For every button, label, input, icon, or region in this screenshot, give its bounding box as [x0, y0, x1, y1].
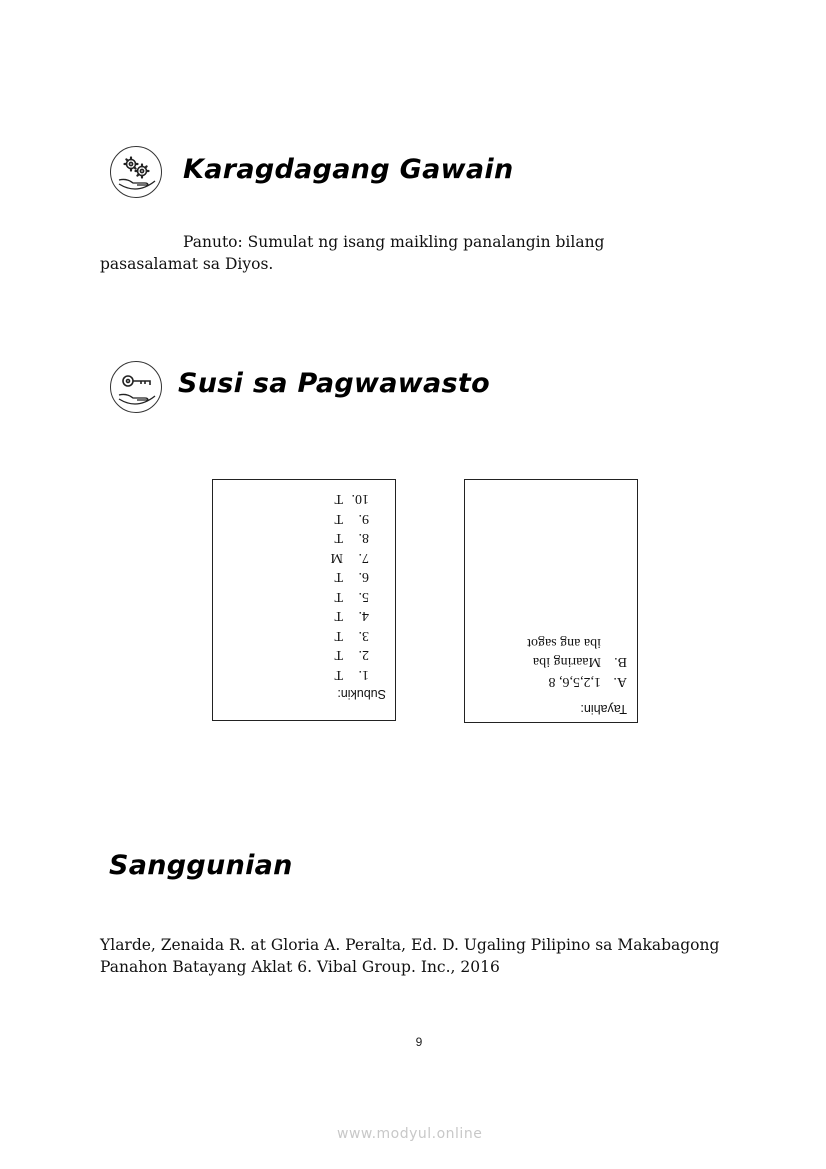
subukin-answer-value: M	[330, 550, 343, 565]
subukin-answer-value: T	[334, 667, 343, 682]
subukin-answer-item	[331, 528, 369, 548]
tayahin-b-value-line1: Maaring iba	[532, 654, 601, 670]
subukin-answer-number: 1.	[358, 667, 369, 682]
section-title-sanggunian: Sanggunian	[109, 850, 293, 881]
subukin-answer-item	[331, 665, 369, 685]
subukin-answer-number: 7.	[358, 550, 369, 565]
subukin-answer-number: 5.	[358, 589, 369, 604]
subukin-answer-value: T	[334, 511, 343, 526]
citation-line-1: Ylarde, Zenaida R. at Gloria A. Peralta, Ed. D. Ugaling Pilipino sa Makabagong	[100, 936, 720, 954]
subukin-answer-number: 2.	[358, 647, 369, 663]
subukin-answer-value: T	[334, 589, 343, 604]
subukin-answer-item	[331, 606, 369, 626]
tayahin-answers	[527, 633, 627, 692]
subukin-answer-item	[331, 626, 369, 646]
tayahin-b-label: B.	[614, 654, 627, 670]
instruction-line-2: pasasalamat sa Diyos.	[100, 255, 274, 273]
subukin-answer-number: 4.	[358, 608, 369, 624]
subukin-answer-value: T	[334, 491, 343, 507]
subukin-answer-value: T	[334, 647, 343, 663]
tayahin-label: Tayahin:	[580, 702, 627, 716]
subukin-answer-value: T	[334, 608, 343, 624]
answer-key-tayahin-box	[464, 479, 638, 723]
citation-line-2: Panahon Batayang Aklat 6. Vibal Group. Inc., 2016	[100, 958, 500, 976]
subukin-answer-number: 8.	[358, 530, 369, 546]
subukin-answer-number: 3.	[358, 628, 369, 643]
subukin-answer-number: 6.	[358, 569, 369, 585]
tayahin-a-label: A.	[613, 674, 627, 689]
key-in-hands-icon	[110, 361, 162, 413]
instruction-line-1: Panuto: Sumulat ng isang maikling panalangin bilang	[183, 233, 605, 251]
page-number: 9	[415, 1035, 423, 1049]
subukin-answer-item	[331, 509, 369, 529]
watermark: www.modyul.online	[337, 1126, 483, 1142]
answer-key-subukin-box	[212, 479, 396, 721]
tayahin-a-value: 1,2,5,6, 8	[548, 674, 601, 689]
subukin-answer-number: 10.	[351, 491, 369, 507]
subukin-answer-value: T	[334, 569, 343, 585]
subukin-answer-item	[331, 645, 369, 665]
subukin-answer-list	[331, 489, 369, 684]
subukin-answer-value: T	[334, 530, 343, 546]
subukin-answer-item	[331, 489, 369, 509]
section-title-susi-sa-pagwawasto: Susi sa Pagwawasto	[178, 368, 490, 399]
answer-key-subukin-rotated	[213, 480, 395, 720]
subukin-answer-item	[331, 548, 369, 568]
subukin-answer-number: 9.	[358, 511, 369, 526]
tayahin-b-value-line2: iba ang sagot	[527, 635, 601, 650]
gears-in-hands-icon	[110, 146, 162, 198]
subukin-label: Subukin:	[337, 687, 386, 701]
subukin-answer-item	[331, 567, 369, 587]
subukin-answer-item	[331, 587, 369, 607]
answer-key-tayahin-rotated	[465, 480, 637, 722]
subukin-answer-value: T	[334, 628, 343, 643]
section-title-karagdagang-gawain: Karagdagang Gawain	[183, 154, 514, 185]
